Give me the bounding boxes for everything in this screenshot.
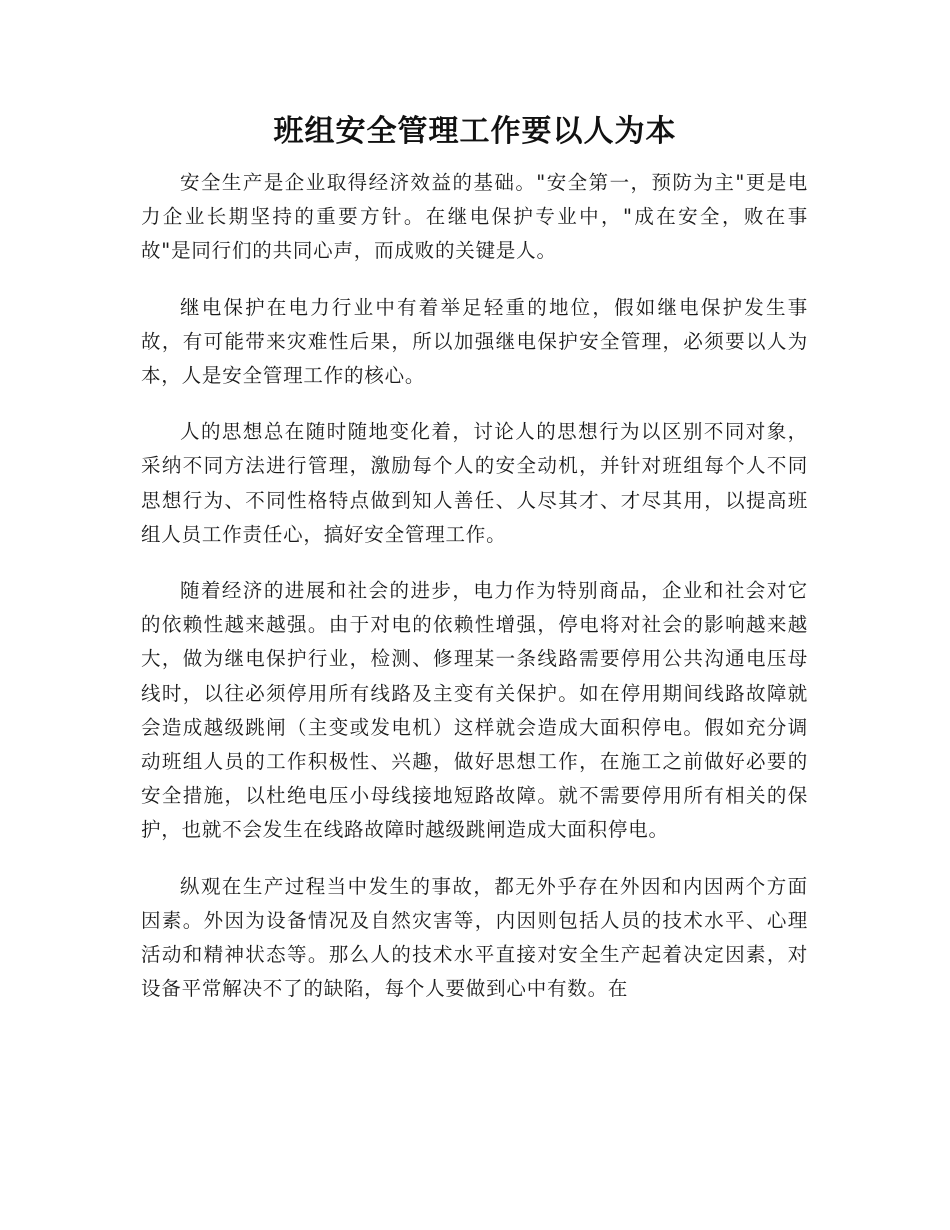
document-body bbox=[141, 166, 808, 1028]
paragraph-3: 人的思想总在随时随地变化着，讨论人的思想行为以区别不同对象，采纳不同方法进行管理，激励每个人的安全动机，并针对班组每个人不同思想行为、不同性格特点做到知人善任、人尽其才、才尽其用，以提高班组人员工作责任心，搞好安全管理工作。 bbox=[141, 420, 808, 546]
paragraph-2: 继电保护在电力行业中有着举足轻重的地位，假如继电保护发生事故，有可能带来灾难性后果，所以加强继电保护安全管理，必须要以人为本，人是安全管理工作的核心。 bbox=[141, 295, 808, 388]
paragraph-5: 纵观在生产过程当中发生的事故，都无外乎存在外因和内因两个方面因素。外因为设备情况及自然灾害等，内因则包括人员的技术水平、心理活动和精神状态等。那么人的技术水平直接对安全生产起着决定因素，对设备平常解决不了的缺陷，每个人要做到心中有数。在 bbox=[141, 874, 808, 1001]
document-title: 班组安全管理工作要以人为本 bbox=[273, 114, 677, 149]
paragraph-4: 随着经济的进展和社会的进步，电力作为特别商品，企业和社会对它的依赖性越来越强。由于对电的依赖性增强，停电将对社会的影响越来越大，做为继电保护行业，检测、修理某一条线路需要停用公共沟通电压母线时，以往必须停用所有线路及主变有关保护。如在停用期间线路故障就会造成越级跳闸（主变或发电机）这样就会造成大面积停电。假如充分调动班组人员的工作积极性、兴趣，做好思想工作，在施工之前做好必要的安全措施，以杜绝电压小母线接地短路故障。就不需要停用所有相关的保护，也就不会发生在线路故障时越级跳闸造成大面积停电。 bbox=[141, 579, 808, 842]
paragraph-1: 安全生产是企业取得经济效益的基础。"安全第一，预防为主"更是电力企业长期坚持的重要方针。在继电保护专业中，"成在安全，败在事故"是同行们的共同心声，而成败的关键是人。 bbox=[141, 171, 808, 263]
